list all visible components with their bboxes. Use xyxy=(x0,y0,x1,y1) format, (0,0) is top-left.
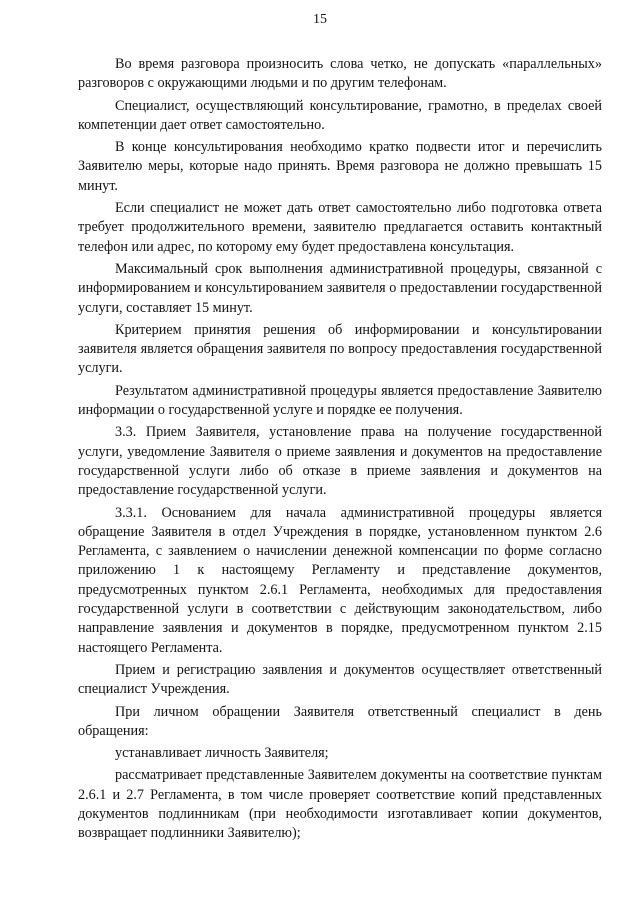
list-item-document-review: рассматривает представленные Заявителем документы на соответствие пунктам 2.6.1 и 2.7 Регламента, в том числе проверяет соответствие копий представленных документов подлинникам (при необходимости изготавливает копии документов, возвращает подлинники Заявителю); xyxy=(78,767,602,842)
paragraph-conversation-rules: Во время разговора произносить слова четко, не допускать «параллельных» разговоров с окружающими людьми и по другим телефонам. xyxy=(78,56,602,92)
paragraph-section-3-3-1: 3.3.1. Основанием для начала административной процедуры является обращение Заявителя в отдел Учреждения в порядке, установленном пунктом 2.6 Регламента, с заявлением о начислении денежной компенсации по форме согласно приложению 1 к настоящему Регламенту и представление документов, предусмотренных пунктом 2.6.1 Регламента, необходимых для предоставления государственной услуги в соответствии с действующим законодательством, либо направление заявления и документов в порядке, предусмотренном пунктом 2.15 настоящего Регламента. xyxy=(78,504,602,656)
paragraph-consultation-summary: В конце консультирования необходимо кратко подвести итог и перечислить Заявителю меры, которые надо принять. Время разговора не должно превышать 15 минут. xyxy=(78,139,602,194)
paragraph-decision-criterion: Критерием принятия решения об информировании и консультировании заявителя является обращения заявителя по вопросу предоставления государственной услуги. xyxy=(78,321,602,377)
paragraph-specialist-competence: Специалист, осуществляющий консультирование, грамотно, в пределах своей компетенции дает ответ самостоятельно. xyxy=(78,97,602,133)
paragraph-section-3-3: 3.3. Прием Заявителя, установление права на получение государственной услуги, уведомление Заявителя о приеме заявления и документов на предоставление государственной услуги либо об отказе в приеме заявления и документов на предоставление государственной услуги. xyxy=(78,424,602,499)
paragraph-procedure-result: Результатом административной процедуры является предоставление Заявителю информации о государственной услуге и порядке ее получения. xyxy=(78,382,602,419)
document-body xyxy=(78,55,602,847)
paragraph-registration: Прием и регистрацию заявления и документов осуществляет ответственный специалист Учреждения. xyxy=(78,661,602,698)
paragraph-max-duration: Максимальный срок выполнения административной процедуры, связанной с информированием и консультированием заявителя о предоставлении государственной услуги, составляет 15 минут. xyxy=(78,260,602,316)
page-number: 15 xyxy=(313,12,327,27)
list-item-identity: устанавливает личность Заявителя; xyxy=(115,745,329,762)
paragraph-personal-visit: При личном обращении Заявителя ответственный специалист в день обращения: xyxy=(78,703,602,739)
paragraph-deferred-answer: Если специалист не может дать ответ самостоятельно либо подготовка ответа требует продолжительного времени, заявителю предлагается оставить контактный телефон или адрес, по которому ему будет предоставлена консультация. xyxy=(78,200,602,255)
